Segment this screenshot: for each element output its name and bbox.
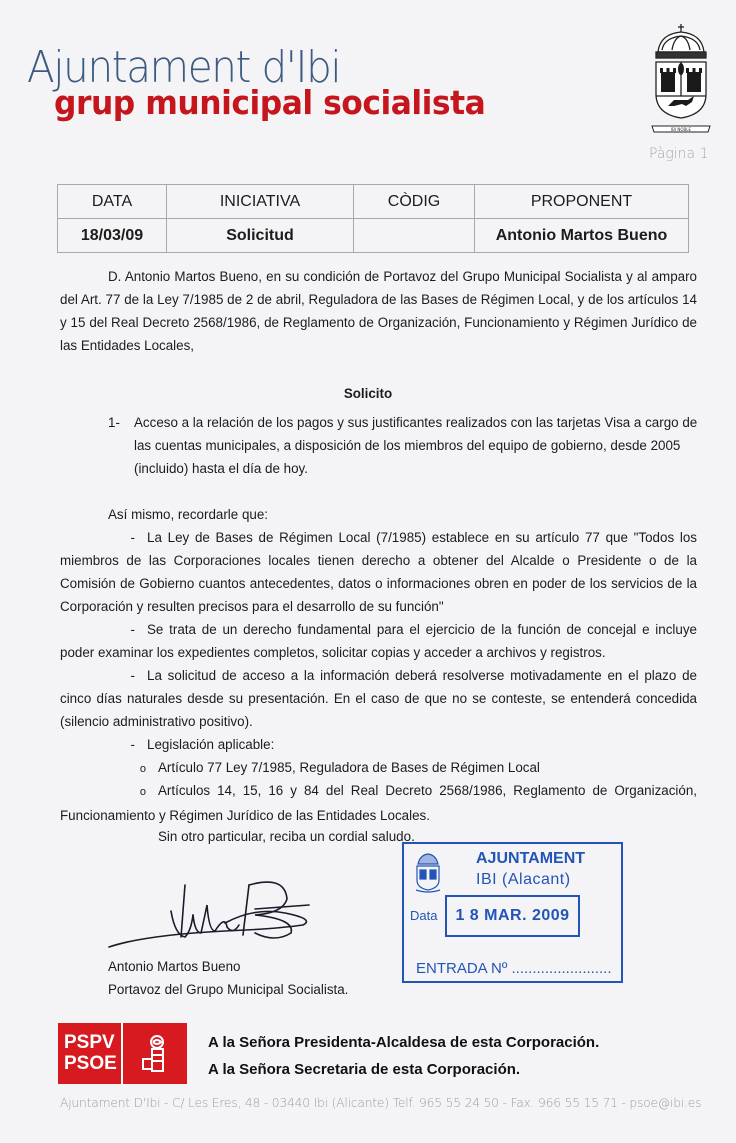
request-item [108,411,698,480]
group-name: grup municipal socialista [54,83,486,122]
legislation-text: Artículo 77 Ley 7/1985, Reguladora de Bases de Régimen Local [158,760,540,775]
stamp-title: AJUNTAMENT [476,850,586,867]
reminder-text: La solicitud de acceso a la información deberá resolverse motivadamente en el plazo de cinco días naturales desde su presentación. En el caso de que no se conteste, se entenderá concedida (silencio administrativo positivo). [60,668,697,729]
cell-data: 18/03/09 [58,219,167,253]
cell-proponent: Antonio Martos Bueno [475,219,689,253]
stamp-date-label: Data [410,908,438,923]
coat-of-arms-icon [648,22,714,134]
signatory-role: Portavoz del Grupo Municipal Socialista. [108,982,349,997]
table-row [58,219,689,253]
bullet-circle: o [139,763,146,775]
reminder-intro: Así mismo, recordarle que: [108,507,269,522]
request-text: Acceso a la relación de los pagos y sus justificantes realizados con las tarjetas Visa a cargo de las cuentas municipales, a disposición de los miembros del equipo de gobierno, desde 2005 (incluido) hasta el día de hoy. [134,415,698,476]
stamp-entry-number: ENTRADA Nº ........................ [416,960,612,977]
logo-line-1: PSPV [64,1032,115,1053]
svg-text:IBI NOBLE: IBI NOBLE [670,127,692,132]
reminder-text: Legislación aplicable: [147,737,275,752]
page-number: Pàgina 1 [649,146,709,162]
footer-address: Ajuntament D'Ibi - C/ Les Eres, 48 - 03440 Ibi (Alicante) Telf. 965 55 24 50 - Fax. 966 55 15 71 - psoe@ibi.es [60,1096,702,1110]
header-iniciativa: INICIATIVA [167,185,354,219]
bullet-dash: - [130,530,135,545]
registry-stamp [402,842,623,983]
reminder-text: Se trata de un derecho fundamental para el ejercicio de la función de concejal e incluye poder examinar los expedientes completos, solicitar copias y acceder a archivos y registros. [60,622,697,660]
header-proponent: PROPONENT [475,185,689,219]
recipient-line: A la Señora Presidenta-Alcaldesa de esta Corporación. [208,1034,600,1051]
reminder-item [60,733,697,756]
stamp-subtitle: IBI (Alacant) [476,871,571,888]
stamp-date-value: 1 8 MAR. 2009 [445,895,580,937]
header-codig: CÒDIG [354,185,475,219]
logo-line-2: PSOE [64,1053,117,1074]
solicito-heading: Solicito [343,386,393,401]
closing: Sin otro particular, reciba un cordial saludo. [158,829,415,844]
legislation-item [60,779,697,827]
bullet-circle: o [139,786,146,798]
bullet-dash: - [130,622,135,637]
pspv-psoe-logo [58,1023,187,1084]
recipient-line: A la Señora Secretaria de esta Corporación. [208,1061,521,1078]
org-name: Ajuntament d'Ibi [27,42,341,93]
reminder-item [60,526,697,618]
cell-iniciativa: Solicitud [167,219,354,253]
signatory-name: Antonio Martos Bueno [108,959,241,974]
header-data: DATA [58,185,167,219]
reminder-text: La Ley de Bases de Régimen Local (7/1985) establece en su artículo 77 que "Todos los miembros de las Corporaciones locales tienen derecho a obtener del Alcalde o Presidente o de la Comisión de Gobierno cuantos antecedentes, datos o informaciones obren en poder de los servicios de la Corporación y resulten precisos para el desarrollo de su función" [60,530,697,614]
info-table [57,184,689,253]
reminder-item [60,618,697,664]
intro-paragraph: D. Antonio Martos Bueno, en su condición de Portavoz del Grupo Municipal Socialista y al amparo del Art. 77 de la Ley 7/1985 de 2 de abril, Reguladora de las Bases de Régimen Local, y de los artículos 14 y 15 del Real Decreto 2568/1986, de Reglamento de Organización, Funcionamiento y Régimen Jurídico de las Entidades Locales, [60,269,697,353]
cell-codig [354,219,475,253]
legislation-item [60,756,697,781]
bullet-dash: - [130,737,135,752]
reminder-item [60,664,697,733]
signature-scribble [105,875,315,950]
logo-text [58,1023,121,1084]
bullet-dash: - [130,668,135,683]
request-number: 1- [108,415,120,430]
rose-fist-icon [123,1023,187,1084]
legislation-text: Artículos 14, 15, 16 y 84 del Real Decreto 2568/1986, Reglamento de Organización, Funcionamiento y Régimen Jurídico de las Entidades Locales. [60,783,697,823]
table-header-row [58,185,689,219]
stamp-crest-icon [414,852,442,894]
